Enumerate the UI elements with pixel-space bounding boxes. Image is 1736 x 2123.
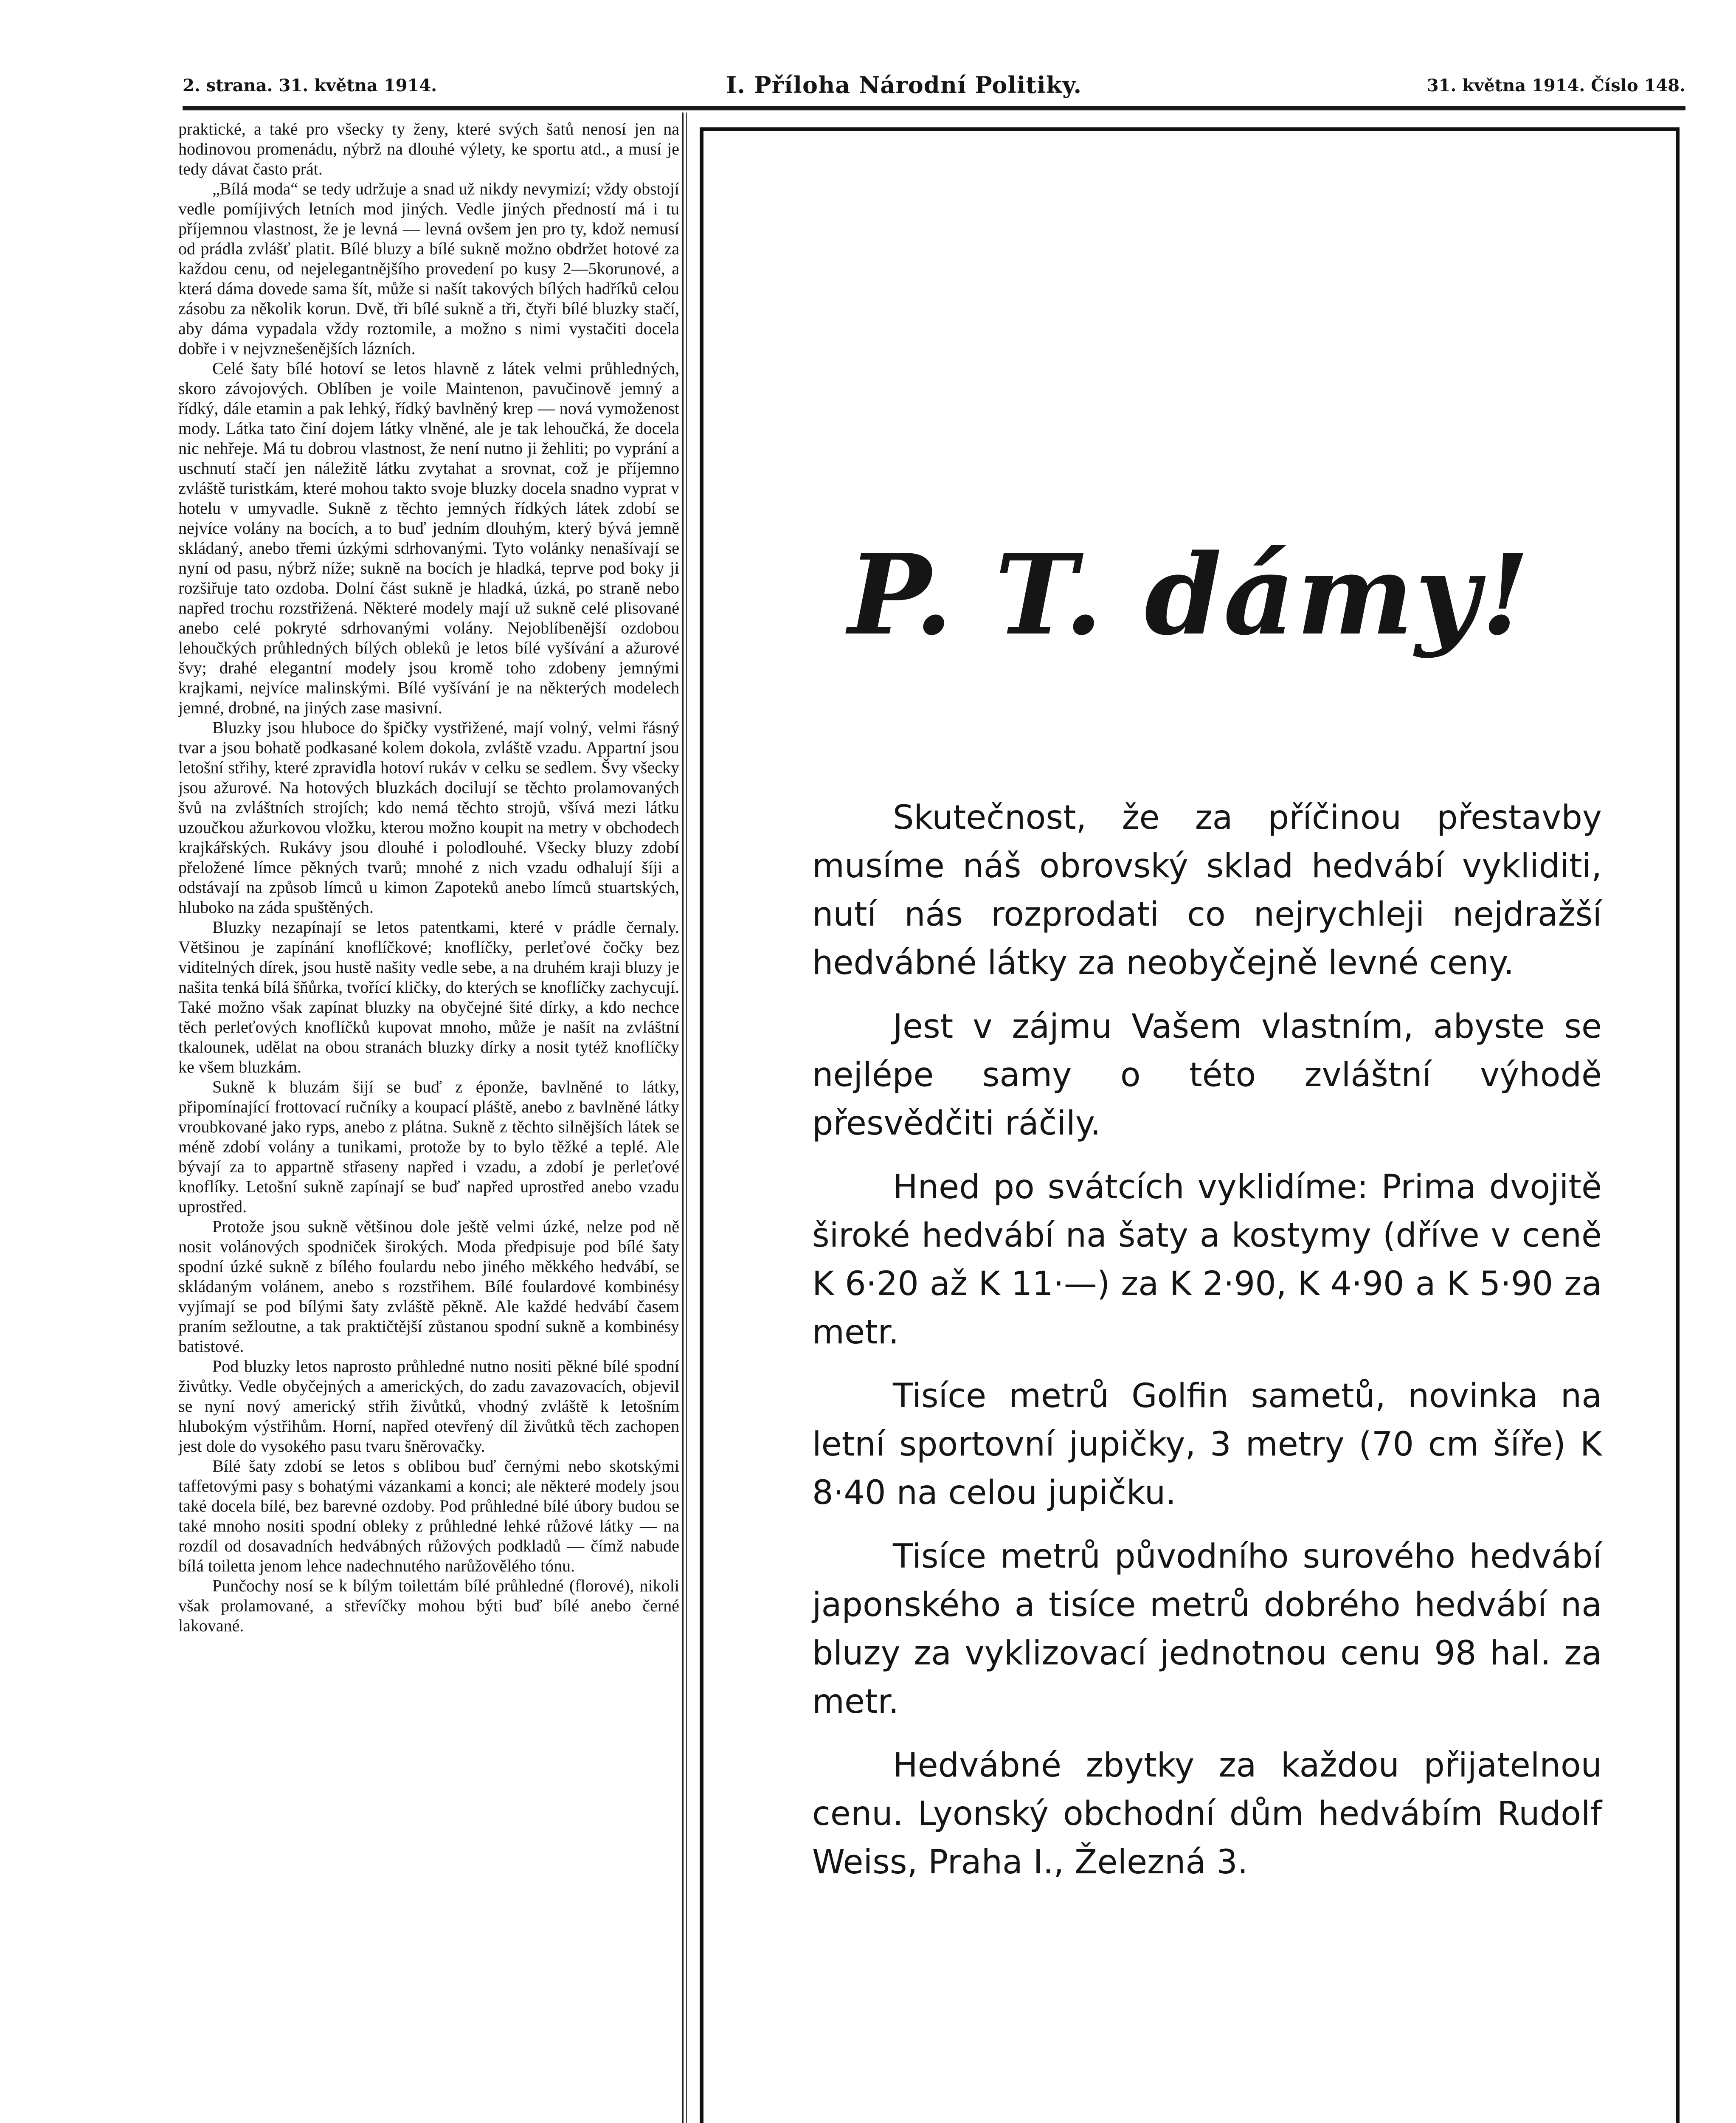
column-divider: [682, 113, 684, 2123]
advertisement-paragraph: Jest v zájmu Vašem vlastním, abyste se nejlépe samy o této zvláštní výhodě přesvědčiti ráčily.: [812, 1008, 1602, 1143]
article-paragraph: Pod bluzky letos naprosto průhledné nutno nositi pěkné bílé spodní živůtky. Vedle obyčejných a amerických, do zadu zavazovacích, objevil se nyní nový americký střih živůtků, vhodný zvláště k letošním hlubokým výstřihům. Horní, napřed otevřený díl živůtků těch zachopen jest dole do vysokého pasu tvaru šněrovačky.: [178, 1357, 679, 1456]
advertisement-title: P. T. dámy!: [848, 530, 1531, 660]
header-issue-number: 31. května 1914. Číslo 148.: [1427, 76, 1685, 96]
column-divider-inner: [686, 113, 687, 2123]
article-paragraph: „Bílá moda“ se tedy udržuje a snad už nikdy nevymizí; vždy obstojí vedle pomíjivých letních mod jiných. Vedle jiných předností má i tu příjemnou vlastnost, že je levná — levná ovšem jen pro ty, kdož nemusí od prádla zvlášť platit. Bílé bluzy a bílé sukně možno obdržet hotové za každou cenu, od nejelegantnějšího provedení po kusy 2—5korunové, a která dáma dovede sama šít, může si našít takových bílých hadříků celou zásobu za několik korun. Dvě, tři bílé sukně a tři, čtyři bílé bluzky stačí, aby dáma vypadala vždy roztomile, a možno s nimi vystačiti docela dobře i v nejvznešenějších lázních.: [178, 179, 679, 358]
header-publication-title: I. Příloha Národní Politiky.: [726, 71, 1082, 99]
article-column: [178, 119, 679, 2123]
advertisement-box: [700, 127, 1680, 2123]
advertisement-paragraph: Skutečnost, že za příčinou přestavby musíme náš obrovský sklad hedvábí vykliditi, nutí nás rozprodati co nejrychleji nejdražší hedvábné látky za neobyčejně levné ceny.: [812, 799, 1602, 982]
article-paragraph: Celé šaty bílé hotoví se letos hlavně z látek velmi průhledných, skoro závojových. Oblíben je voile Maintenon, pavučinově jemný a řídký, dále etamin a pak lehký, řídký bavlněný krep — nová vymoženost mody. Látka tato činí dojem látky vlněné, ale je tak lehoučká, že docela nic nehřeje. Má tu dobrou vlastnost, že není nutno ji žehliti; po vyprání a uschnutí stačí jen náležitě látku zvytahat a srovnat, což je příjemno zvláště turistkám, které mohou takto svoje bluzky docela snadno vyprat v hotelu v umyvadle. Sukně z těchto jemných řídkých látek zdobí se nejvíce volány na bocích, a to buď jedním dlouhým, který bývá jemně skládaný, anebo třemi úzkými sdrhovanými. Tyto volánky nenašívají se nyní od pasu, nýbrž níže; sukně na bocích je hladká, teprve pod boky ji rozšiřuje tato ozdoba. Dolní část sukně je hladká, úzká, po straně nebo napřed trochu rozstřižená. Některé modely mají už sukně celé plisované anebo celé pokryté sdrhovanými volány. Nejoblíbenější ozdobou lehoučkých průhledných bílých obleků je letos bílé vyšívání a ažurové švy; drahé elegantní modely jsou kromě toho zdobeny jemnými krajkami, nejvíce malinskými. Bílé vyšívání je na některých modelech jemné, drobné, na jiných zase masivní.: [178, 359, 679, 717]
advertisement-paragraph: Hned po svátcích vyklidíme: Prima dvojitě široké hedvábí na šaty a kostymy (dříve v ceně K 6·20 až K 11·—) za K 2·90, K 4·90 a K 5·90 za metr.: [812, 1168, 1602, 1352]
header-page-date: 2. strana. 31. května 1914.: [183, 76, 437, 96]
article-paragraph: Punčochy nosí se k bílým toilettám bílé průhledné (florové), nikoli však prolamované, a střevíčky mohou býti buď bílé anebo černé lakované.: [178, 1576, 679, 1635]
article-paragraph: Bílé šaty zdobí se letos s oblibou buď černými nebo skotskými taffetovými pasy s bohatými vázankami a konci; ale některé modely jsou také docela bílé, bez barevné ozdoby. Pod průhledné bílé úbory budou se také mnoho nositi spodní obleky z průhledné lehké růžové látky — na rozdíl od dosavadních hedvábných růžových podkladů — čímž nabude bílá toiletta jenom lehce nadechnutého narůžovělého tónu.: [178, 1456, 679, 1575]
article-paragraph: praktické, a také pro všecky ty ženy, které svých šatů nenosí jen na hodinovou promenádu, nýbrž na dlouhé výlety, ke sportu atd., a musí je tedy dávat často prát.: [178, 119, 679, 178]
advertisement-paragraph: Tisíce metrů původního surového hedvábí japonského a tisíce metrů dobrého hedvábí na bluzy za vyklizovací jednotnou cenu 98 hal. za metr.: [812, 1537, 1602, 1721]
header-rule: [183, 106, 1685, 110]
advertisement-paragraph: Hedvábné zbytky za každou přijatelnou cenu. Lyonský obchodní dům hedvábím Rudolf Weiss, Praha I., Železná 3.: [812, 1746, 1602, 1881]
article-paragraph: Bluzky nezapínají se letos patentkami, které v prádle černaly. Většinou je zapínání knoflíčkové; knoflíčky, perleťové čočky bez viditelných dírek, jsou hustě našity vedle sebe, a na druhém kraji bluzy je našita tenká bílá šňůrka, tvořící kličky, do kterých se knoflíčky zachycují. Také možno však zapínat bluzky na obyčejné šité dírky, a kdo nechce těch perleťových knoflíčků kupovat mnoho, může je našít na zvláštní tkalounek, udělat na obou stranách bluzky dírky a nosit tytéž knoflíčky ke všem bluzkám.: [178, 918, 679, 1076]
advertisement-paragraph: Tisíce metrů Golfin sametů, novinka na letní sportovní jupičky, 3 metry (70 cm šíře) K 8·40 na celou jupičku.: [812, 1377, 1602, 1512]
article-paragraph: Sukně k bluzám šijí se buď z éponže, bavlněné to látky, připomínající frottovací ručníky a koupací pláště, anebo z bavlněné látky vroubkované jako ryps, anebo z plátna. Sukně z těchto silnějších látek se méně zdobí volány a tunikami, protože by to bylo těžké a teplé. Ale bývají za to appartně střaseny napřed i vzadu, a zdobí je perleťové knoflíky. Letošní sukně zapínají se buď napřed uprostřed anebo vzadu uprostřed.: [178, 1077, 679, 1216]
advertisement-body: [812, 794, 1602, 1902]
article-paragraph: Bluzky jsou hluboce do špičky vystřižené, mají volný, velmi řásný tvar a jsou bohatě podkasané kolem dokola, zvláště vzadu. Appartní jsou letošní střihy, které zpravidla hotoví rukáv v celku se sedlem. Švy všecky jsou ažurové. Na hotových bluzkách docilují se těchto prolamovaných švů na zvláštních strojích; kdo nemá těchto strojů, všívá mezi látku uzoučkou ažurkovou vložku, kterou možno koupit na metry v obchodech krajkářských. Rukávy jsou dlouhé i polodlouhé. Všecky bluzy zdobí přeložené límce pěkných tvarů; mnohé z nich vzadu odhalují šíji a odstávají na způsob límců u kimon Zapoteků anebo límců stuartských, hluboko na záda spuštěných.: [178, 718, 679, 917]
article-paragraph: Protože jsou sukně většinou dole ještě velmi úzké, nelze pod ně nosit volánových spodniček širokých. Moda předpisuje pod bílé šaty spodní úzké sukně z bílého foulardu nebo jiného měkkého hedvábí, se skládaným volánem, anebo s rozstřihem. Bílé foulardové kombinésy vyjímají se pod bílými šaty zvláště pěkně. Ale každé hedvábí časem praním sežloutne, a tak praktičtější zůstanou spodní sukně a kombinésy batistové.: [178, 1217, 679, 1356]
